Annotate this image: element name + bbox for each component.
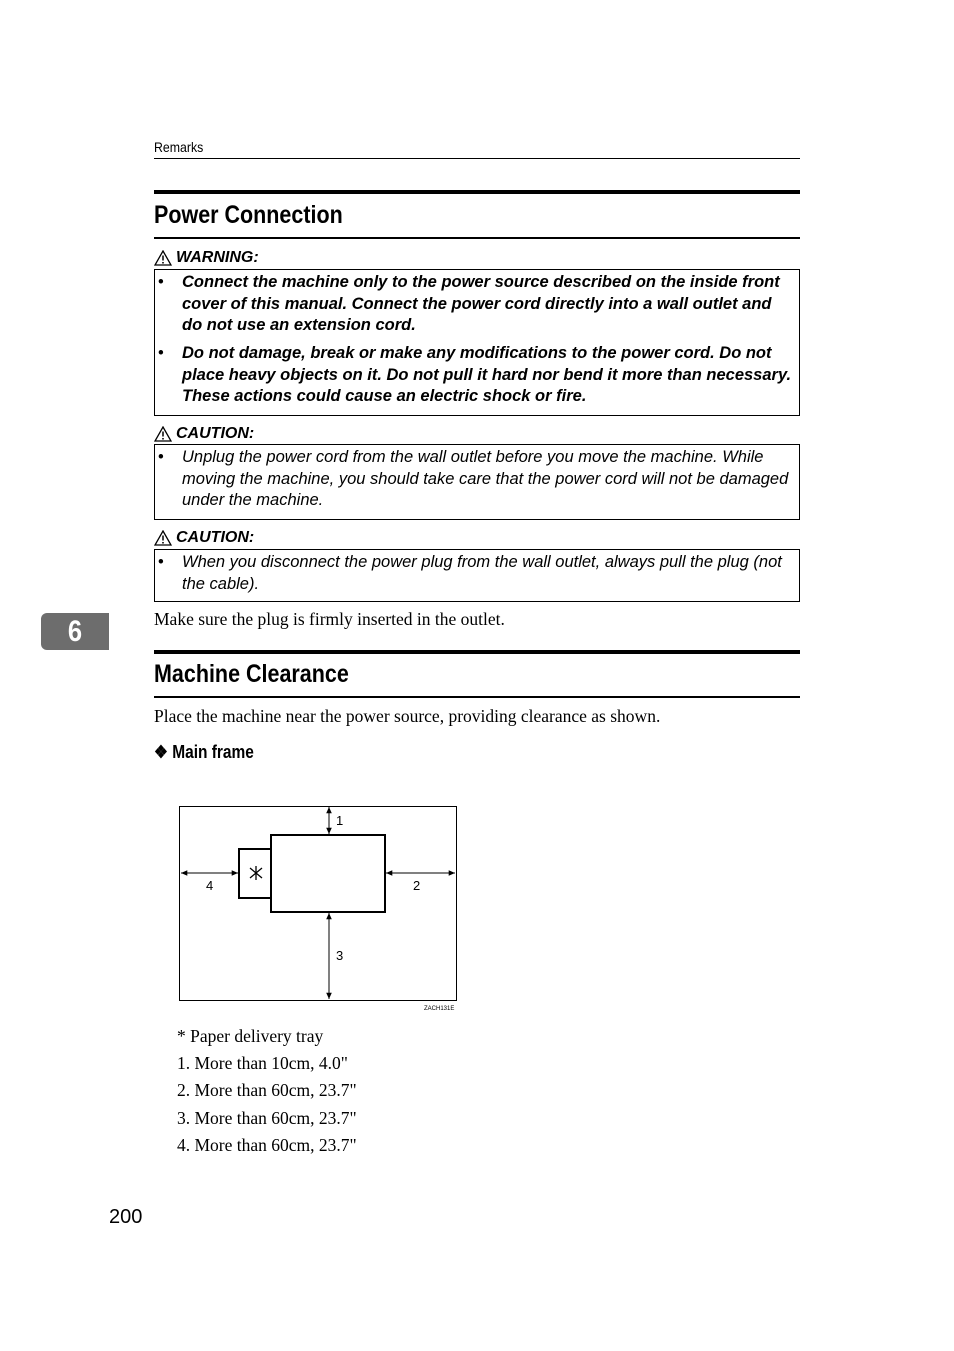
warning-item-text: Do not damage, break or make any modifications to the power cord. Do not place heavy objects on it. Do not pull it hard nor bend it more than necessary. These actions could cause an electric shock or fire. <box>182 344 792 405</box>
diagram-code: ZACH131E <box>424 1006 455 1012</box>
caution-triangle-icon <box>154 426 172 442</box>
caution-box <box>154 444 800 520</box>
section-title-power-connection: Power Connection <box>154 201 343 229</box>
running-head: Remarks <box>154 139 204 155</box>
section-top-rule <box>154 650 800 654</box>
diagram-label-2: 2 <box>413 878 421 893</box>
caution-triangle-icon <box>154 530 172 546</box>
caution-item-text: Unplug the power cord from the wall outlet before you move the machine. While moving the machine, you should take care that the power cord will not be damaged under the machine. <box>182 448 789 509</box>
legend-item: 4. More than 60cm, 23.7" <box>177 1135 357 1155</box>
diagram-label-1: 1 <box>336 813 344 828</box>
plug-note: Make sure the plug is firmly inserted in the outlet. <box>154 609 505 629</box>
bullet: • <box>158 344 164 362</box>
section-bottom-rule <box>154 237 800 239</box>
warning-label <box>154 249 259 267</box>
bullet: • <box>158 273 164 291</box>
diagram-label-4: 4 <box>206 878 214 893</box>
diamond-marker-icon: ❖ <box>154 742 168 762</box>
bullet: • <box>158 448 164 466</box>
subsection-heading <box>154 742 254 763</box>
machine-body <box>271 835 385 912</box>
bullet: • <box>158 553 164 571</box>
section-top-rule <box>154 190 800 194</box>
chapter-number: 6 <box>67 615 83 648</box>
caution-label-text: CAUTION: <box>176 425 255 442</box>
legend-item: 3. More than 60cm, 23.7" <box>177 1108 357 1128</box>
caution-box <box>154 549 800 602</box>
page-number: 200 <box>109 1206 143 1228</box>
warning-item-text: Connect the machine only to the power source described on the inside front cover of this manual. Connect the power cord directly into a wall outlet and do not use an extension cord. <box>182 273 780 334</box>
caution-item-text: When you disconnect the power plug from the wall outlet, always pull the plug (not the cable). <box>182 553 782 593</box>
legend-item: 2. More than 60cm, 23.7" <box>177 1080 357 1100</box>
header-rule <box>154 158 800 159</box>
diagram-label-3: 3 <box>336 948 344 963</box>
warning-triangle-icon <box>154 250 172 266</box>
caution-label <box>154 425 254 443</box>
section-title-machine-clearance: Machine Clearance <box>154 660 349 688</box>
caution-label-text: CAUTION: <box>176 529 255 546</box>
legend-item: * Paper delivery tray <box>177 1026 324 1046</box>
clearance-diagram <box>176 803 460 1015</box>
section-bottom-rule <box>154 696 800 698</box>
warning-label-text: WARNING: <box>176 249 259 266</box>
clearance-intro: Place the machine near the power source, providing clearance as shown. <box>154 706 661 726</box>
legend-item: 1. More than 10cm, 4.0" <box>177 1053 348 1073</box>
caution-label <box>154 529 254 547</box>
subsection-title: Main frame <box>172 742 254 762</box>
warning-box <box>154 269 800 416</box>
